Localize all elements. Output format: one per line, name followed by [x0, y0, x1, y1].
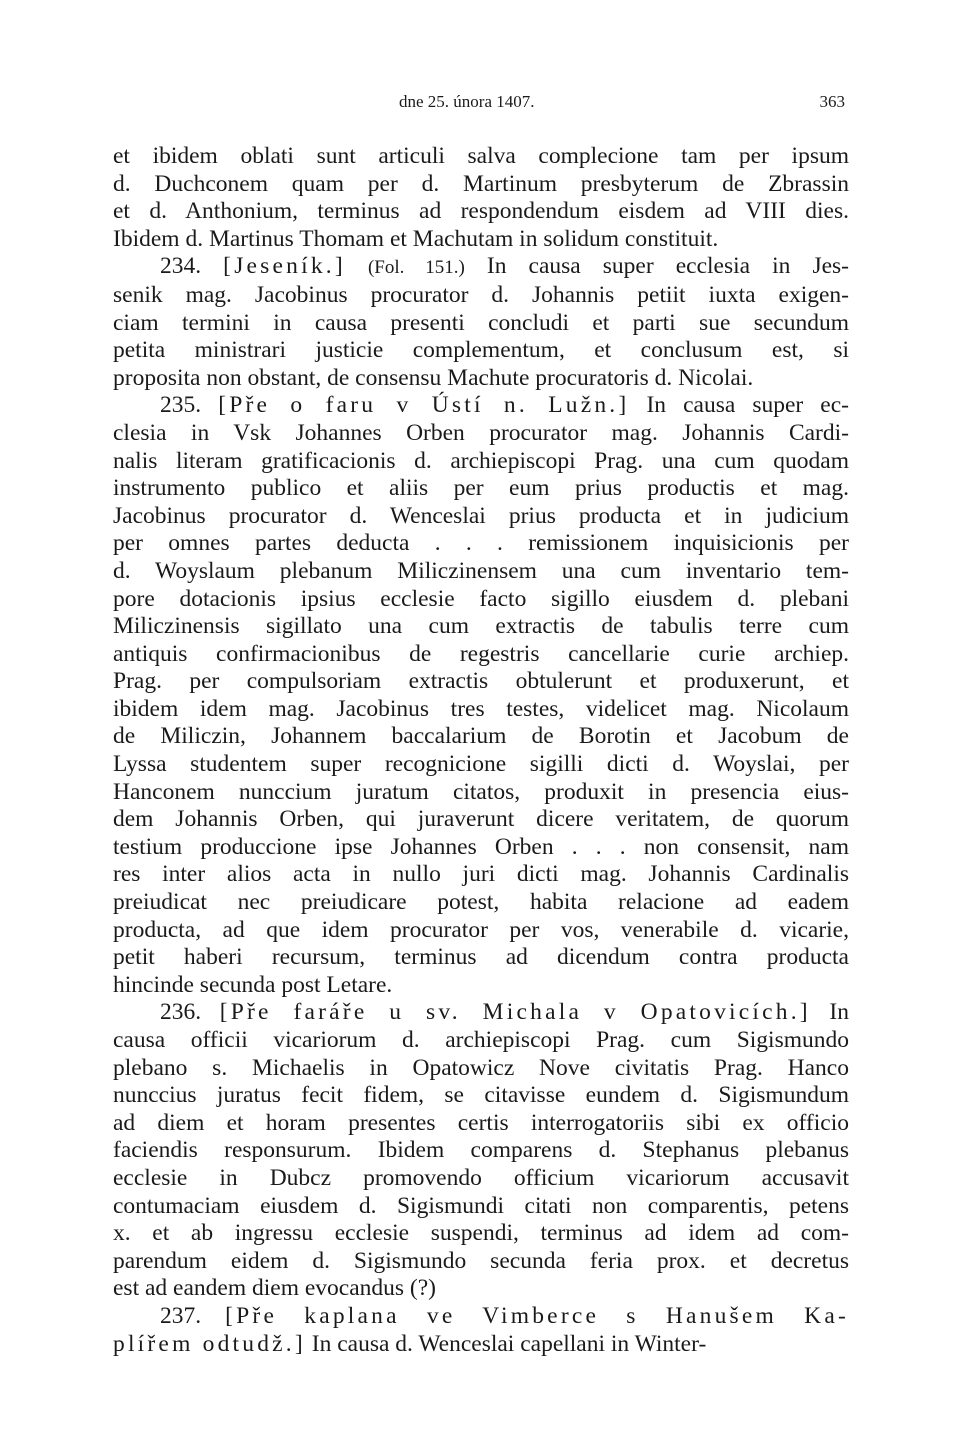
entry-heading: [Jeseník.] [223, 253, 346, 280]
entry-236 [113, 999, 849, 1303]
text-line: ecclesie in Dubcz promovendo officium vicariorum accusavit [113, 1164, 849, 1191]
text-segment: In causa super ec- [646, 392, 849, 419]
text-segment: In [829, 999, 849, 1026]
text-line: faciendis responsurum. Ibidem comparens d. Stephanus plebanus [113, 1137, 849, 1164]
text-line: proposita non obstant, de consensu Machute procuratoris d. Nicolai. [113, 364, 754, 391]
text-line: per omnes partes deducta . . . remissionem inquisicionis per [113, 530, 849, 557]
text-line [113, 1331, 849, 1359]
text-line: hincinde secunda post Letare. [113, 971, 393, 998]
entry-first-line [113, 1303, 849, 1331]
text-line: instrumento publico et aliis per eum prius productis et mag. [113, 475, 849, 502]
text-line: Lyssa studentem super recognicione sigilli dicti d. Woyslai, per [113, 751, 849, 778]
text-line: res inter alios acta in nullo juri dicti mag. Johannis Cardinalis [113, 861, 849, 888]
running-head [113, 92, 849, 116]
entry-first-line [113, 392, 849, 420]
text-line: producta, ad que idem procurator per vos, venerabile d. vicarie, [113, 916, 849, 943]
entry-heading: [Pře o faru v Ústí n. Lužn.] [218, 392, 630, 419]
text-line: Ibidem d. Martinus Thomam et Machutam in solidum constituit. [113, 225, 719, 252]
entry-number: 235. [160, 392, 202, 419]
page-number: 363 [819, 92, 845, 111]
entry-237 [113, 1303, 849, 1358]
text-line: nalis literam gratificacionis d. archiepiscopi Prag. una cum quodam [113, 447, 849, 474]
text-line: dem Johannis Orben, qui juraverunt dicere veritatem, de quorum [113, 806, 849, 833]
text-line: parendum eidem d. Sigismundo secunda feria prox. et decretus [113, 1247, 849, 1274]
text-line: et ibidem oblati sunt articuli salva complecione tam per ipsum [113, 143, 849, 169]
entry-235 [113, 392, 849, 999]
header-date: dne 25. února 1407. [399, 92, 535, 111]
folio-reference: (Fol. 151.) [367, 257, 465, 279]
text-line: antiquis confirmacionibus de regestris cancellarie curie archiep. [113, 640, 849, 667]
text-line: testium produccione ipse Johannes Orben . . . non consensit, nam [113, 833, 849, 860]
text-line: ad diem et horam presentes certis interrogatoriis sibi ex officio [113, 1109, 849, 1136]
text-line: Hanconem nunccium juratum citatos, produxit in presencia eius- [113, 778, 849, 805]
entry-heading-continued: plířem odtudž.] [113, 1330, 306, 1357]
text-line: clesia in Vsk Johannes Orben procurator mag. Johannis Cardi- [113, 419, 849, 446]
text-line: est ad eandem diem evocandus (?) [113, 1275, 436, 1302]
entry-first-line [113, 999, 849, 1027]
text-line: et d. Anthonium, terminus ad respondendum eisdem ad VIII dies. [113, 198, 849, 225]
text-line: contumaciam eiusdem d. Sigismundi citati non comparentis, petens [113, 1192, 849, 1219]
text-line: Prag. per compulsoriam extractis obtulerunt et produxerunt, et [113, 668, 849, 695]
text-line: Miliczinensis sigillato una cum extractis de tabulis terre cum [113, 613, 849, 640]
text-line: pore dotacionis ipsius ecclesie facto sigillo eiusdem d. plebani [113, 585, 849, 612]
entry-first-line [113, 253, 849, 282]
body-text [113, 143, 849, 1358]
text-line: Jacobinus procurator d. Wenceslai prius producta et in judicium [113, 502, 849, 529]
entry-heading: [Pře kaplana ve Vimberce s Hanušem Ka- [225, 1302, 849, 1329]
text-segment: In causa d. Wenceslai capellani in Winter- [311, 1330, 707, 1357]
entry-234 [113, 253, 849, 392]
text-line: d. Woyslaum plebanum Miliczinensem una cum inventario tem- [113, 557, 849, 584]
text-line: x. et ab ingressu ecclesie suspendi, terminus ad idem ad com- [113, 1220, 849, 1247]
text-line: petit haberi recursum, terminus ad dicendum contra producta [113, 944, 849, 971]
entry-heading: [Pře faráře u sv. Michala v Opatovicích.] [219, 999, 811, 1026]
text-line: d. Duchconem quam per d. Martinum presbyterum de Zbrassin [113, 170, 849, 197]
text-line: senik mag. Jacobinus procurator d. Johannis petiit iuxta exigen- [113, 281, 849, 308]
text-line: petita ministrari justicie complementum, et conclusum est, si [113, 337, 849, 364]
text-line: ibidem idem mag. Jacobinus tres testes, videlicet mag. Nicolaum [113, 695, 849, 722]
text-line: preiudicat nec preiudicare potest, habita relacione ad eadem [113, 889, 849, 916]
text-segment: In causa super ecclesia in Jes- [486, 253, 849, 280]
text-line: plebano s. Michaelis in Opatowicz Nove civitatis Prag. Hanco [113, 1054, 849, 1081]
paragraph-continuation [113, 143, 849, 253]
text-line: ciam termini in causa presenti concludi et parti sue secundum [113, 309, 849, 336]
text-line: de Miliczin, Johannem baccalarium de Borotin et Jacobum de [113, 723, 849, 750]
text-line: nunccius juratus fecit fidem, se citavisse eundem d. Sigismundum [113, 1082, 849, 1109]
entry-number: 237. [160, 1302, 202, 1329]
entry-number: 236. [160, 999, 202, 1026]
entry-number: 234. [160, 253, 202, 280]
text-line: causa officii vicariorum d. archiepiscopi Prag. cum Sigismundo [113, 1027, 849, 1053]
